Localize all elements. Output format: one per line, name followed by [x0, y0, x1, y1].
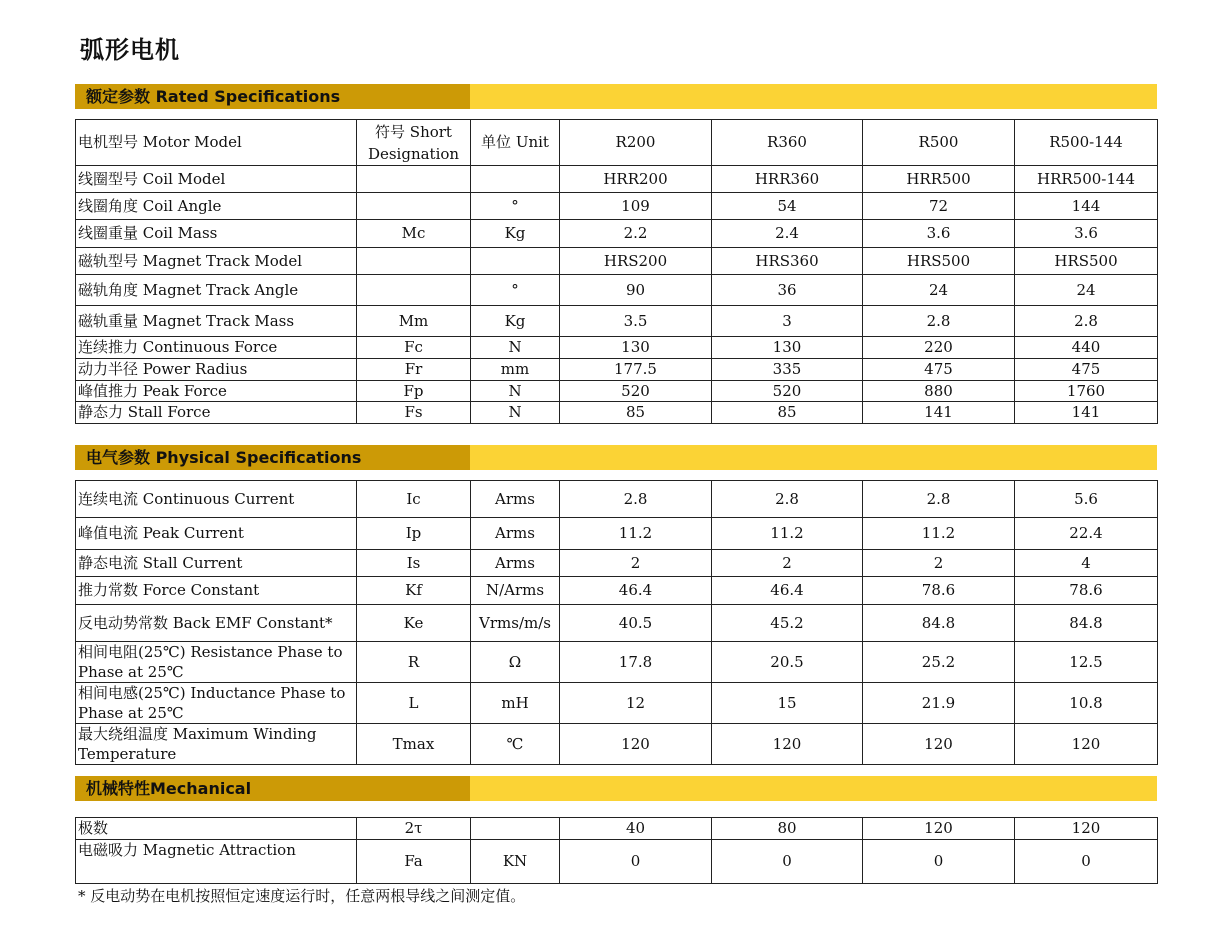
row-name: 峰值推力 Peak Force — [76, 381, 357, 402]
row-value: 45.2 — [712, 605, 863, 642]
header-model-r500: R500 — [863, 120, 1015, 166]
row-value: 2.4 — [712, 220, 863, 248]
row-value: 141 — [863, 402, 1015, 424]
row-value: 0 — [712, 840, 863, 884]
row-value: 11.2 — [712, 518, 863, 550]
row-name: 磁轨角度 Magnet Track Angle — [76, 275, 357, 306]
row-unit: ° — [471, 193, 560, 220]
row-value: 2.2 — [560, 220, 712, 248]
row-value: 12.5 — [1015, 642, 1158, 683]
row-value: 144 — [1015, 193, 1158, 220]
row-value: 2.8 — [712, 481, 863, 518]
table-row — [76, 683, 1158, 724]
table-row — [76, 220, 1158, 248]
section-label-mechanical: 机械特性Mechanical — [75, 776, 470, 801]
row-unit: mm — [471, 359, 560, 381]
row-value: HRS500 — [863, 248, 1015, 275]
row-value: 22.4 — [1015, 518, 1158, 550]
row-value: 220 — [863, 337, 1015, 359]
row-value: 1760 — [1015, 381, 1158, 402]
row-name: 静态电流 Stall Current — [76, 550, 357, 577]
table-row — [76, 275, 1158, 306]
section-header-mechanical — [75, 776, 1157, 801]
row-value: 3.6 — [863, 220, 1015, 248]
section-label-rated: 额定参数 Rated Specifications — [75, 84, 470, 109]
row-name: 最大绕组温度 Maximum Winding Temperature — [76, 724, 357, 765]
table-row — [76, 359, 1158, 381]
row-symbol: Fp — [357, 381, 471, 402]
row-unit: Arms — [471, 481, 560, 518]
row-value: 0 — [863, 840, 1015, 884]
row-value: 0 — [560, 840, 712, 884]
row-name: 线圈角度 Coil Angle — [76, 193, 357, 220]
row-symbol: Ic — [357, 481, 471, 518]
row-value: 25.2 — [863, 642, 1015, 683]
row-value: 120 — [560, 724, 712, 765]
row-unit: N — [471, 381, 560, 402]
row-value: 85 — [560, 402, 712, 424]
row-name: 反电动势常数 Back EMF Constant* — [76, 605, 357, 642]
row-value: 440 — [1015, 337, 1158, 359]
row-value: 3.5 — [560, 306, 712, 337]
row-symbol: Fs — [357, 402, 471, 424]
row-value: 120 — [1015, 724, 1158, 765]
row-symbol — [357, 166, 471, 193]
row-name: 相间电阻(25℃) Resistance Phase to Phase at 25℃ — [76, 642, 357, 683]
row-unit: Ω — [471, 642, 560, 683]
table-row — [76, 518, 1158, 550]
row-value: 10.8 — [1015, 683, 1158, 724]
row-value: 84.8 — [863, 605, 1015, 642]
row-value: HRR500-144 — [1015, 166, 1158, 193]
row-value: 46.4 — [712, 577, 863, 605]
row-value: 2.8 — [1015, 306, 1158, 337]
row-symbol: L — [357, 683, 471, 724]
row-value: HRR500 — [863, 166, 1015, 193]
row-value: 36 — [712, 275, 863, 306]
table-row — [76, 840, 1158, 884]
row-value: 2.8 — [863, 306, 1015, 337]
row-unit: Arms — [471, 518, 560, 550]
row-symbol: 2τ — [357, 818, 471, 840]
row-symbol: Kf — [357, 577, 471, 605]
row-value: 141 — [1015, 402, 1158, 424]
page-title: 弧形电机 — [80, 36, 180, 64]
row-value: 17.8 — [560, 642, 712, 683]
header-motor-model: 电机型号 Motor Model — [76, 120, 357, 166]
row-unit — [471, 166, 560, 193]
header-model-r500-144: R500-144 — [1015, 120, 1158, 166]
row-value: 520 — [560, 381, 712, 402]
row-symbol — [357, 193, 471, 220]
row-value: 40 — [560, 818, 712, 840]
table-row — [76, 550, 1158, 577]
row-name: 峰值电流 Peak Current — [76, 518, 357, 550]
table-row — [76, 577, 1158, 605]
row-value: 120 — [863, 818, 1015, 840]
row-value: 2 — [560, 550, 712, 577]
row-value: 2 — [863, 550, 1015, 577]
rated-specifications-table — [75, 119, 1158, 424]
row-value: 46.4 — [560, 577, 712, 605]
table-row — [76, 402, 1158, 424]
row-value: 120 — [712, 724, 863, 765]
row-value: 0 — [1015, 840, 1158, 884]
row-unit: ℃ — [471, 724, 560, 765]
row-name: 静态力 Stall Force — [76, 402, 357, 424]
row-name: 连续电流 Continuous Current — [76, 481, 357, 518]
row-unit: KN — [471, 840, 560, 884]
row-symbol: Mm — [357, 306, 471, 337]
row-value: 90 — [560, 275, 712, 306]
row-value: 130 — [712, 337, 863, 359]
row-symbol: Fa — [357, 840, 471, 884]
row-symbol: Ke — [357, 605, 471, 642]
row-value: 335 — [712, 359, 863, 381]
row-value: 5.6 — [1015, 481, 1158, 518]
row-unit: Arms — [471, 550, 560, 577]
row-value: 20.5 — [712, 642, 863, 683]
row-value: 21.9 — [863, 683, 1015, 724]
table-row — [76, 481, 1158, 518]
row-symbol: Ip — [357, 518, 471, 550]
row-value: 84.8 — [1015, 605, 1158, 642]
row-value: 177.5 — [560, 359, 712, 381]
row-name: 线圈型号 Coil Model — [76, 166, 357, 193]
row-symbol: Tmax — [357, 724, 471, 765]
row-name: 电磁吸力 Magnetic Attraction — [76, 840, 357, 884]
section-label-physical: 电气参数 Physical Specifications — [75, 445, 470, 470]
row-unit: N/Arms — [471, 577, 560, 605]
row-symbol: R — [357, 642, 471, 683]
row-value: 120 — [1015, 818, 1158, 840]
row-value: 78.6 — [863, 577, 1015, 605]
row-value: 3.6 — [1015, 220, 1158, 248]
row-unit: Vrms/m/s — [471, 605, 560, 642]
row-name: 极数 — [76, 818, 357, 840]
row-symbol: Fc — [357, 337, 471, 359]
row-value: 130 — [560, 337, 712, 359]
row-unit: mH — [471, 683, 560, 724]
table-row — [76, 306, 1158, 337]
row-unit: Kg — [471, 306, 560, 337]
row-value: 24 — [1015, 275, 1158, 306]
row-unit: N — [471, 402, 560, 424]
row-value: 520 — [712, 381, 863, 402]
row-name: 磁轨重量 Magnet Track Mass — [76, 306, 357, 337]
row-symbol: Fr — [357, 359, 471, 381]
mechanical-table — [75, 817, 1158, 884]
row-name: 相间电感(25℃) Inductance Phase to Phase at 25℃ — [76, 683, 357, 724]
header-short-designation: 符号 Short Designation — [357, 120, 471, 166]
row-value: 475 — [1015, 359, 1158, 381]
row-value: 12 — [560, 683, 712, 724]
header-model-r360: R360 — [712, 120, 863, 166]
row-value: 4 — [1015, 550, 1158, 577]
row-symbol: Is — [357, 550, 471, 577]
row-name: 线圈重量 Coil Mass — [76, 220, 357, 248]
row-value: HRR200 — [560, 166, 712, 193]
row-name: 动力半径 Power Radius — [76, 359, 357, 381]
row-value: 2.8 — [863, 481, 1015, 518]
table-row — [76, 724, 1158, 765]
row-value: 80 — [712, 818, 863, 840]
row-unit: ° — [471, 275, 560, 306]
row-value: 2.8 — [560, 481, 712, 518]
footnote: * 反电动势在电机按照恒定速度运行时，任意两根导线之间测定值。 — [78, 887, 526, 905]
section-header-physical — [75, 445, 1157, 470]
row-value: 85 — [712, 402, 863, 424]
row-value: 120 — [863, 724, 1015, 765]
table-row — [76, 337, 1158, 359]
row-unit: N — [471, 337, 560, 359]
table-header-row — [76, 120, 1158, 166]
row-value: 24 — [863, 275, 1015, 306]
row-name: 推力常数 Force Constant — [76, 577, 357, 605]
row-value: 15 — [712, 683, 863, 724]
header-unit: 单位 Unit — [471, 120, 560, 166]
row-name: 磁轨型号 Magnet Track Model — [76, 248, 357, 275]
row-symbol: Mc — [357, 220, 471, 248]
table-row — [76, 818, 1158, 840]
row-value: 3 — [712, 306, 863, 337]
row-value: 78.6 — [1015, 577, 1158, 605]
row-value: 475 — [863, 359, 1015, 381]
row-unit — [471, 818, 560, 840]
table-row — [76, 193, 1158, 220]
row-value: HRR360 — [712, 166, 863, 193]
row-unit — [471, 248, 560, 275]
header-model-r200: R200 — [560, 120, 712, 166]
section-header-rated — [75, 84, 1157, 109]
row-value: 109 — [560, 193, 712, 220]
table-row — [76, 605, 1158, 642]
row-value: 54 — [712, 193, 863, 220]
row-name: 连续推力 Continuous Force — [76, 337, 357, 359]
row-value: 72 — [863, 193, 1015, 220]
table-row — [76, 381, 1158, 402]
row-value: 11.2 — [863, 518, 1015, 550]
row-value: HRS200 — [560, 248, 712, 275]
physical-specifications-table — [75, 480, 1158, 765]
table-row — [76, 248, 1158, 275]
row-value: HRS500 — [1015, 248, 1158, 275]
row-symbol — [357, 275, 471, 306]
row-value: HRS360 — [712, 248, 863, 275]
row-value: 11.2 — [560, 518, 712, 550]
table-row — [76, 642, 1158, 683]
row-value: 40.5 — [560, 605, 712, 642]
row-unit: Kg — [471, 220, 560, 248]
row-value: 2 — [712, 550, 863, 577]
table-row — [76, 166, 1158, 193]
row-symbol — [357, 248, 471, 275]
row-value: 880 — [863, 381, 1015, 402]
